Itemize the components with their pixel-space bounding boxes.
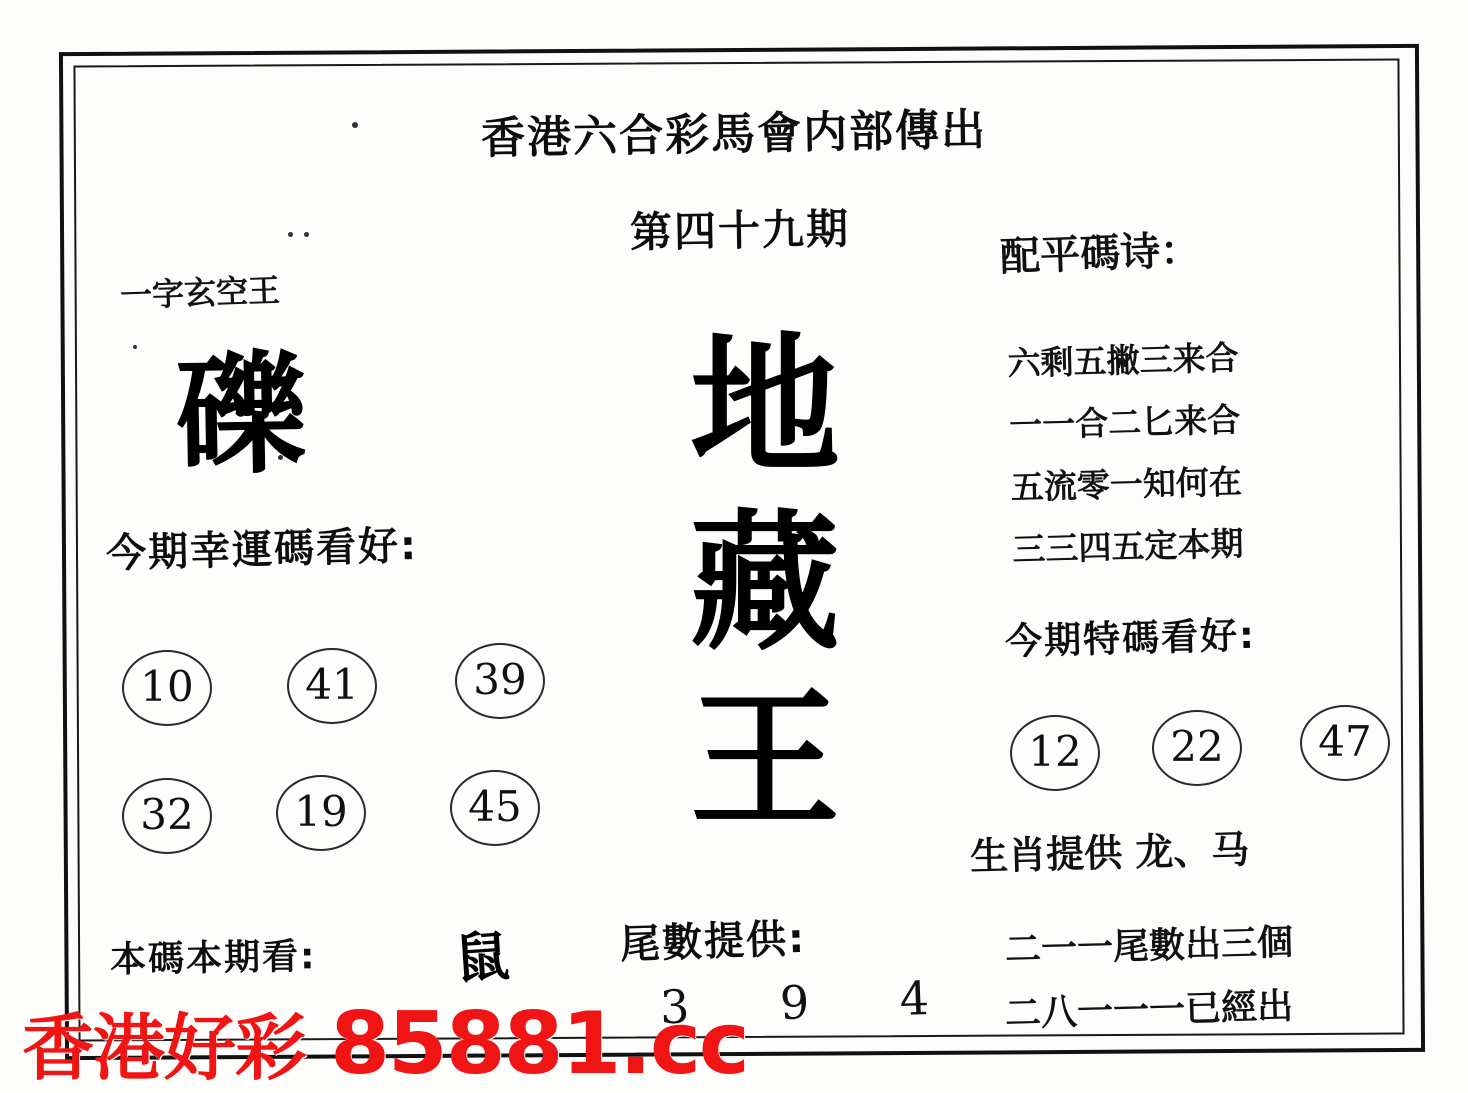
lucky-number-ball: 39	[455, 643, 545, 719]
lucky-number-ball: 41	[287, 648, 377, 724]
poem-line: 五流零一知何在	[1010, 461, 1243, 508]
lucky-numbers-label: 今期幸運碼看好:	[105, 522, 419, 578]
watermark-brand: 香港好彩	[22, 1006, 307, 1090]
left-subtitle: 一字玄空王	[119, 271, 281, 315]
lucky-number-ball: 19	[276, 775, 366, 851]
zodiac-line: 生肖提供 龙、马	[969, 826, 1250, 879]
center-character-1: 地	[689, 318, 840, 494]
special-number-ball: 47	[1300, 705, 1390, 781]
tail-numbers-value: 3 9 4	[659, 969, 968, 1035]
main-code-label: 本碼本期看:	[109, 936, 317, 981]
main-code-character: 鼠	[453, 923, 512, 991]
scan-speck	[288, 232, 293, 237]
poem-line: 三三四五定本期	[1011, 523, 1244, 569]
special-number-ball: 22	[1152, 710, 1242, 786]
lucky-number-ball: 32	[122, 778, 212, 854]
page-title: 香港六合彩馬會内部傳出	[480, 104, 988, 165]
issue-number: 第四十九期	[629, 204, 851, 257]
scan-speck	[133, 345, 137, 349]
scan-speck	[304, 232, 309, 237]
special-numbers-label: 今期特碼看好:	[1004, 613, 1257, 664]
center-character-2: 藏	[689, 495, 840, 671]
lucky-number-ball: 45	[450, 770, 540, 846]
lucky-number-ball: 10	[122, 650, 212, 726]
special-number-ball: 12	[1010, 715, 1100, 791]
tail-numbers-label: 尾數提供:	[619, 915, 807, 969]
poem-title: 配平碼诗：	[999, 226, 1201, 281]
poem-block	[1007, 327, 1244, 581]
center-character-3: 王	[689, 672, 840, 848]
center-title-block	[615, 318, 915, 849]
watermark-site: 85881.cc	[330, 994, 748, 1093]
note-line-2: 二八一一一已經出	[1004, 985, 1294, 1035]
poem-line: 一一合二匕来合	[1008, 399, 1241, 446]
left-big-character: 礫	[173, 336, 309, 495]
watermark	[22, 990, 748, 1093]
poem-line: 六剩五撇三来合	[1007, 338, 1240, 384]
note-line-1: 二一一尾數出三個	[1004, 921, 1294, 971]
